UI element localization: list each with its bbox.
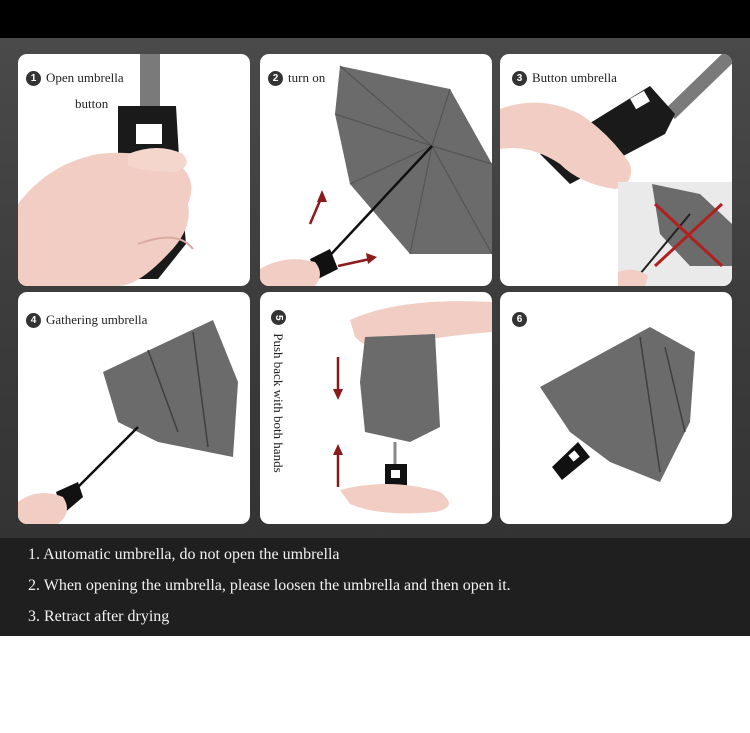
step-3-label (512, 70, 617, 86)
step-3-card (500, 54, 732, 286)
step-6-card (500, 292, 732, 524)
step-5-card (260, 292, 492, 524)
umbrella-handle (552, 442, 590, 480)
step-2-card (260, 54, 492, 286)
instructions-footer (0, 538, 750, 636)
step-number-badge: 2 (268, 71, 283, 86)
step-5-text: Push back with both hands (271, 333, 286, 473)
step-1-illustration (18, 54, 250, 286)
step-1-text: Open umbrella (46, 70, 124, 85)
instruction-line-1: 1. Automatic umbrella, do not open the umbrella (28, 546, 340, 563)
instruction-line-3: 3. Retract after drying (28, 608, 170, 625)
instruction-panel-area (0, 38, 750, 538)
step-number-badge: 5 (271, 310, 286, 325)
step-2-illustration (260, 54, 492, 286)
step-2-label (268, 70, 325, 86)
step-3-text: Button umbrella (532, 70, 617, 85)
step-number-badge: 6 (512, 312, 527, 327)
step-4-text: Gathering umbrella (46, 312, 148, 327)
step-4-card (18, 292, 250, 524)
step-5-illustration (260, 292, 492, 524)
red-arrows (333, 357, 343, 487)
top-bar (0, 0, 750, 38)
gathered-canopy (103, 320, 238, 457)
step-1-card (18, 54, 250, 286)
step-6-label (512, 312, 532, 327)
hand (260, 259, 320, 286)
step-5-label (270, 310, 286, 473)
folded-canopy (360, 334, 440, 442)
step-number-badge: 1 (26, 71, 41, 86)
step-2-text: turn on (288, 70, 326, 85)
umbrella-shaft (140, 54, 160, 114)
umbrella-shaft (73, 427, 138, 492)
step-number-badge: 4 (26, 313, 41, 328)
step-6-illustration (500, 292, 732, 524)
step-4-label (26, 312, 147, 328)
instruction-line-2: 2. When opening the umbrella, please loosen the umbrella and then open it. (28, 577, 511, 594)
button (391, 470, 400, 478)
open-button (136, 124, 162, 144)
hand (18, 493, 67, 524)
step-number-badge: 3 (512, 71, 527, 86)
step-1-label (26, 70, 124, 86)
step-3-illustration (500, 54, 732, 286)
bottom-hand (340, 484, 449, 513)
step-1-label-line2: button (75, 96, 109, 111)
umbrella-shaft (670, 54, 732, 114)
